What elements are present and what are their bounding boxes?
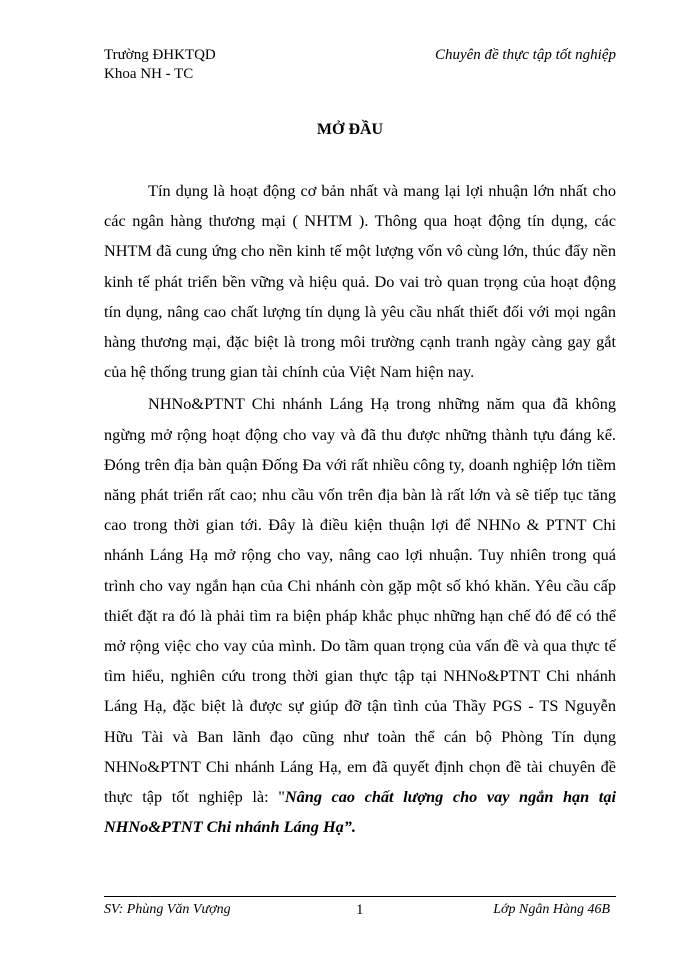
thesis-topic: Nâng cao chất lượng cho vay ngắn hạn tại NHNo&PTNT Chi nhánh Láng Hạ”. — [104, 787, 616, 837]
page-number: 1 — [356, 902, 364, 918]
class-name: Lớp Ngân Hàng 46B — [493, 902, 610, 917]
page-footer — [104, 900, 616, 920]
footer-divider — [104, 896, 616, 897]
page-title: MỞ ĐẦU — [316, 121, 384, 138]
paragraph-2 — [104, 389, 616, 842]
header-left-block — [104, 46, 216, 84]
paragraph-1: Tín dụng là hoạt động cơ bản nhất và mang lại lợi nhuận lớn nhất cho các ngân hàng thương mại ( NHTM ). Thông qua hoạt động tín dụng, các NHTM đã cung ứng cho nền kinh tế một lượng vốn vô cùng lớn, thúc đẩy nền kinh tế phát triển bền vững và hiệu quả. Do vai trò quan trọng của hoạt động tín dụng, nâng cao chất lượng tín dụng là yêu cầu nhất thiết đối với mọi ngân hàng thương mại, đặc biệt là trong môi trường cạnh tranh ngày càng gay gắt của hệ thống trung gian tài chính của Việt Nam hiện nay. — [104, 181, 616, 382]
faculty-name: Khoa NH - TC — [104, 66, 194, 82]
page-header — [104, 46, 616, 92]
paragraph-2-text: NHNo&PTNT Chi nhánh Láng Hạ trong những năm qua đã không ngừng mở rộng hoạt động cho vay và đã thu được những thành tựu đáng kể. Đóng trên địa bàn quận Đống Đa với rất nhiều công ty, doanh nghiệp lớn tiềm năng phát triển rất cao; nhu cầu vốn trên địa bàn là rất lớn và sẽ tiếp tục tăng cao trong thời gian tới. Đây là điều kiện thuận lợi để NHNo & PTNT Chi nhánh Láng Hạ mở rộng cho vay, nâng cao lợi nhuận. Tuy nhiên trong quá trình cho vay ngắn hạn của Chi nhánh còn gặp một số khó khăn. Yêu cầu cấp thiết đặt ra đó là phải tìm ra biện pháp khắc phục những hạn chế đó để có thể mở rộng việc cho vay của mình. Do tầm quan trọng của vấn đề và qua thực tế tìm hiểu, nghiên cứu trong thời gian thực tập tại NHNo&PTNT Chi nhánh Láng Hạ, đặc biệt là được sự giúp đỡ tận tình của Thầy PGS - TS Nguyễn Hữu Tài và Ban lãnh đạo cũng như toàn thể cán bộ Phòng Tín dụng NHNo&PTNT Chi nhánh Láng Hạ, em đã quyết định chọn đề tài chuyên đề thực tập tốt nghiệp là: " — [104, 394, 616, 807]
document-body — [104, 176, 616, 844]
document-type: Chuyên đề thực tập tốt nghiệp — [434, 47, 616, 63]
school-name: Trường ĐHKTQD — [104, 47, 216, 63]
student-name: SV: Phùng Văn Vượng — [104, 902, 231, 917]
